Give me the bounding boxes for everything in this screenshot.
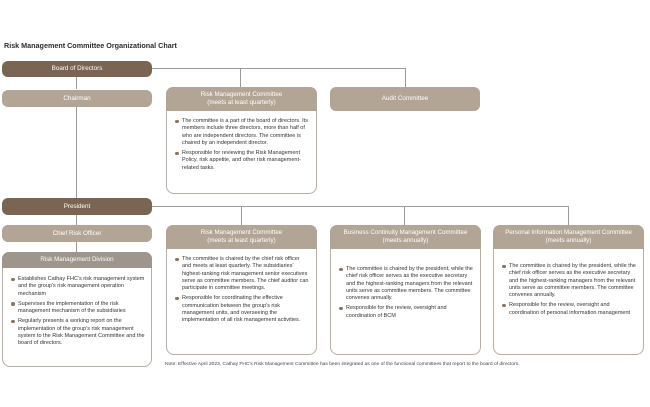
bullet-icon bbox=[339, 307, 343, 311]
rmc-mgmt-header bbox=[166, 225, 317, 249]
connector-cro-rmd bbox=[76, 242, 77, 252]
rmc-board-header bbox=[166, 87, 317, 111]
rmc-board-list bbox=[167, 111, 316, 172]
footnote: Note: Effective April 2023, Cathay FHC's Risk Management Committee has been integrated as one of the functional committees that report to the board of directors. bbox=[165, 362, 520, 367]
audit-committee-box: Audit Committee bbox=[330, 87, 480, 111]
rmd-header: Risk Management Division bbox=[2, 252, 152, 268]
connector-pres-pim bbox=[568, 206, 569, 225]
chart-title: Risk Management Committee Organizational Chart bbox=[4, 41, 177, 50]
bcm-item: Responsible for the review, oversight and coordination of BCM bbox=[339, 305, 474, 320]
bcm-frequency: (meets annually) bbox=[382, 237, 429, 244]
pim-item: The committee is chaired by the president, while the chief risk officer serves as the executive secretary and the highest-ranking managers from the relevant units serve as committee members. The committee convenes annually. bbox=[502, 263, 637, 299]
bullet-icon bbox=[502, 304, 506, 308]
rmc-mgmt-title: Risk Management Committee bbox=[200, 228, 283, 236]
rmc-board-item: Responsible for reviewing the Risk Management Policy, risk appetite, and other risk management-related tasks. bbox=[175, 150, 310, 172]
pim-header bbox=[493, 225, 644, 249]
rmd-item: Establishes Cathay FHC's risk management system and the group's risk management operation mechanism bbox=[11, 276, 146, 298]
bcm-item: The committee is chaired by the president, while the chief risk officer serves as the executive secretary and the highest-ranking managers from the relevant units serve as committee members. The committee convenes annually. bbox=[339, 266, 474, 302]
connector-board-rmc bbox=[240, 68, 241, 88]
rmd-list bbox=[3, 268, 151, 347]
connector-board-h bbox=[150, 68, 406, 69]
bullet-icon bbox=[502, 265, 506, 269]
bullet-icon bbox=[175, 152, 179, 156]
rmc-mgmt-item: The committee is chaired by the chief risk officer and meets at least quarterly. The subsidiaries' highest-ranking risk management senior executives serve as committee members. The chief auditor can participate in committee meetings. bbox=[175, 256, 310, 292]
bullet-icon bbox=[175, 297, 179, 301]
rmc-board-frequency: (meets at least quarterly) bbox=[207, 99, 276, 106]
rmc-mgmt-card bbox=[166, 225, 317, 355]
bullet-icon bbox=[339, 268, 343, 272]
rmc-board-title: Risk Management Committee bbox=[200, 90, 283, 98]
rmc-mgmt-list bbox=[167, 249, 316, 324]
chairman-box: Chairman bbox=[2, 90, 152, 107]
president-box: President bbox=[2, 198, 152, 215]
connector-president-h bbox=[150, 206, 569, 207]
pim-frequency: (meets annually) bbox=[545, 237, 592, 244]
rmd-card bbox=[2, 252, 152, 367]
rmc-board-item: The committee is a part of the board of directors. Its members include three directors, more than half of who are independent directors. The committee is chaired by an independent director. bbox=[175, 118, 310, 147]
connector-chairman-president bbox=[76, 106, 77, 198]
rmc-mgmt-item: Responsible for coordinating the effective communication between the group's risk management units, and overseeing the implementation of all risk management activities. bbox=[175, 295, 310, 324]
connector-pres-rmc bbox=[241, 206, 242, 225]
bcm-list bbox=[331, 249, 480, 320]
bullet-icon bbox=[11, 320, 15, 324]
bullet-icon bbox=[11, 302, 15, 306]
board-of-directors-box: Board of Directors bbox=[2, 61, 152, 77]
rmd-item: Regularly presents a working report on the implementation of the group's risk management system to the Risk Management Committee and the board of directors. bbox=[11, 318, 146, 347]
bullet-icon bbox=[175, 258, 179, 262]
pim-title: Personal Information Management Committee bbox=[505, 228, 632, 236]
pim-card bbox=[493, 225, 644, 355]
bcm-card bbox=[330, 225, 481, 355]
connector-board-chairman bbox=[76, 77, 77, 89]
rmc-mgmt-frequency: (meets at least quarterly) bbox=[207, 237, 276, 244]
connector-pres-cro bbox=[76, 215, 77, 225]
bullet-icon bbox=[11, 278, 15, 282]
cro-box: Chief Risk Officer bbox=[2, 225, 152, 242]
bullet-icon bbox=[175, 120, 179, 124]
bcm-title: Business Continuity Management Committee bbox=[343, 228, 468, 236]
rmd-item: Supervises the implementation of the risk management mechanism of the subsidiaries bbox=[11, 301, 146, 316]
connector-pres-bcm bbox=[404, 206, 405, 225]
rmc-board-card bbox=[166, 87, 317, 194]
pim-list bbox=[494, 249, 643, 317]
bcm-header bbox=[330, 225, 481, 249]
connector-board-audit bbox=[405, 68, 406, 88]
pim-item: Responsible for the review, oversight and coordination of personal information management bbox=[502, 302, 637, 317]
